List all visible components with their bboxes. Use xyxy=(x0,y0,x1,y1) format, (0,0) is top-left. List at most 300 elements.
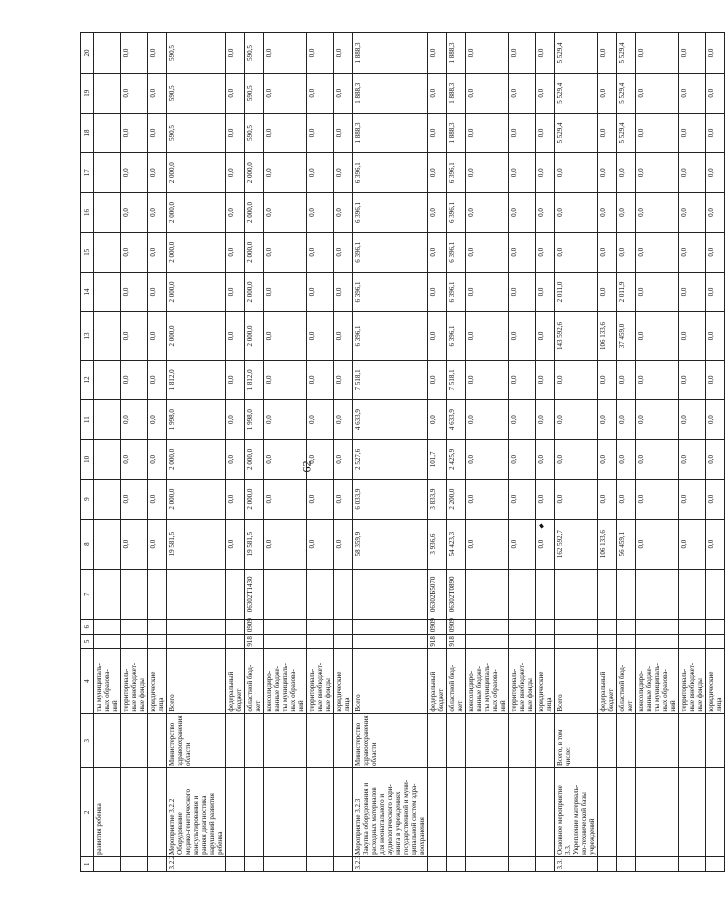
text-cell xyxy=(121,714,148,768)
value-cell: 0,0 xyxy=(334,272,353,312)
value-cell: 0,0 xyxy=(148,272,167,312)
value-cell: 0,0 xyxy=(466,400,509,440)
value-cell: 0,0 xyxy=(598,33,617,74)
value-cell: 0,0 xyxy=(598,400,617,440)
value-cell xyxy=(94,73,121,113)
value-cell: 6 396,1 xyxy=(447,232,466,272)
value-cell: 0,0 xyxy=(121,153,148,193)
value-cell: 0,0 xyxy=(428,153,447,193)
value-cell: 1 888,3 xyxy=(353,113,428,153)
value-cell: 6 396,1 xyxy=(353,193,428,233)
value-cell xyxy=(598,619,617,634)
value-cell: 0909 xyxy=(428,619,447,634)
value-cell: 2 000,0 xyxy=(167,153,226,193)
value-cell: 0,0 xyxy=(264,440,307,480)
value-cell xyxy=(148,619,167,634)
text-cell xyxy=(264,857,307,872)
value-cell xyxy=(555,569,598,619)
value-cell: 0,0 xyxy=(679,73,706,113)
value-cell: 0,0 xyxy=(307,312,334,360)
value-cell xyxy=(706,619,725,634)
value-cell: 6 396,1 xyxy=(353,232,428,272)
value-cell: 0,0 xyxy=(307,440,334,480)
value-cell: 0,0 xyxy=(706,479,725,519)
value-cell: 0,0 xyxy=(617,193,636,233)
header-cell: 6 xyxy=(81,619,94,634)
value-cell: 2 000,0 xyxy=(167,232,226,272)
value-cell: 0,0 xyxy=(466,153,509,193)
value-cell: 0,0 xyxy=(226,400,245,440)
value-cell: 0909 xyxy=(447,619,466,634)
value-cell: 0,0 xyxy=(706,113,725,153)
text-cell xyxy=(706,714,725,768)
value-cell: 6 396,1 xyxy=(353,312,428,360)
value-cell: 2 000,0 xyxy=(245,193,264,233)
value-cell: 37 459,0 xyxy=(617,312,636,360)
value-cell xyxy=(334,634,353,649)
text-cell: Всего, в том числе: xyxy=(555,714,598,768)
value-cell xyxy=(94,634,121,649)
value-cell: 0,0 xyxy=(536,440,555,480)
value-cell: 0,0 xyxy=(226,113,245,153)
text-cell xyxy=(264,714,307,768)
value-cell: 0,0 xyxy=(509,113,536,153)
value-cell: 0,0 xyxy=(307,519,334,569)
value-cell: 162 592,7 xyxy=(555,519,598,569)
value-cell: 0,0 xyxy=(148,153,167,193)
value-cell: 0,0 xyxy=(555,153,598,193)
value-cell xyxy=(536,569,555,619)
value-cell: 0,0 xyxy=(617,360,636,400)
table-row xyxy=(226,33,245,872)
value-cell: 0,0 xyxy=(636,272,679,312)
text-cell xyxy=(148,857,167,872)
value-cell: 0,0 xyxy=(264,312,307,360)
text-cell xyxy=(636,714,679,768)
value-cell: 0,0 xyxy=(679,479,706,519)
text-cell xyxy=(466,857,509,872)
value-cell: 0,0 xyxy=(121,312,148,360)
value-cell: 0,0 xyxy=(598,73,617,113)
header-cell: 10 xyxy=(81,440,94,480)
value-cell: 0,0 xyxy=(264,400,307,440)
table-row xyxy=(245,33,264,872)
value-cell: 6 396,1 xyxy=(447,312,466,360)
value-cell: 1 812,0 xyxy=(167,360,226,400)
value-cell: 0,0 xyxy=(334,312,353,360)
value-cell xyxy=(679,569,706,619)
value-cell xyxy=(148,569,167,619)
value-cell: 0,0 xyxy=(598,193,617,233)
value-cell: 0,0 xyxy=(679,312,706,360)
value-cell: 0,0 xyxy=(226,519,245,569)
text-cell xyxy=(679,857,706,872)
text-cell xyxy=(94,714,121,768)
value-cell xyxy=(555,634,598,649)
value-cell: 0,0 xyxy=(148,479,167,519)
table-row xyxy=(94,33,121,872)
value-cell: 0,0 xyxy=(121,519,148,569)
header-cell: 2 xyxy=(81,768,94,857)
value-cell: 0,0 xyxy=(121,360,148,400)
value-cell: 0,0 xyxy=(148,400,167,440)
value-cell: 0,0 xyxy=(509,479,536,519)
text-cell xyxy=(536,857,555,872)
text-cell: консолидиро- ванные бюдже- ты муниципаль- ных образова- ний xyxy=(636,649,679,714)
text-cell xyxy=(536,714,555,768)
table-row xyxy=(264,33,307,872)
value-cell: 918 xyxy=(245,634,264,649)
value-cell: 06302Т1430 xyxy=(245,569,264,619)
text-cell: развития ребенка xyxy=(94,768,121,857)
text-cell: территориаль- ные внебюджет- ные фонды xyxy=(121,649,148,714)
value-cell: 0,0 xyxy=(148,73,167,113)
table-row xyxy=(509,33,536,872)
value-cell: 1 888,3 xyxy=(447,73,466,113)
value-cell: 590,5 xyxy=(167,73,226,113)
value-cell: 0,0 xyxy=(264,272,307,312)
value-cell: 0,0 xyxy=(555,193,598,233)
value-cell: 0,0 xyxy=(509,232,536,272)
value-cell: 0,0 xyxy=(706,400,725,440)
value-cell xyxy=(94,619,121,634)
value-cell xyxy=(121,634,148,649)
value-cell xyxy=(509,619,536,634)
text-cell xyxy=(245,857,264,872)
value-cell: 0,0 xyxy=(307,400,334,440)
value-cell: 0,0 xyxy=(307,73,334,113)
text-cell xyxy=(706,857,725,872)
header-cell: 12 xyxy=(81,360,94,400)
header-cell: 7 xyxy=(81,569,94,619)
value-cell: 0,0 xyxy=(334,519,353,569)
value-cell: 0,0 xyxy=(334,479,353,519)
value-cell: 5 529,4 xyxy=(617,33,636,74)
value-cell: 0,0 xyxy=(679,33,706,74)
value-cell xyxy=(334,619,353,634)
text-cell: 3.2.3. xyxy=(353,857,428,872)
value-cell: 2 000,0 xyxy=(167,479,226,519)
value-cell: 0,0 xyxy=(679,519,706,569)
value-cell xyxy=(264,569,307,619)
value-cell: 0,0 xyxy=(536,193,555,233)
value-cell: 1 888,3 xyxy=(353,73,428,113)
value-cell: 0,0 xyxy=(264,113,307,153)
text-cell: Мероприятие 3.2.2 Оборудование медико-генетического консультирования и ранняя диагностика нарушений развития ребенка xyxy=(167,768,226,857)
value-cell: 0,0 xyxy=(509,73,536,113)
value-cell: 106 133,6 xyxy=(598,519,617,569)
table-row xyxy=(679,33,706,872)
value-cell: 0,0 xyxy=(706,440,725,480)
text-cell xyxy=(121,857,148,872)
text-cell xyxy=(466,714,509,768)
text-cell: федеральный бюджет xyxy=(598,649,617,714)
value-cell: 0,0 xyxy=(121,73,148,113)
value-cell: 0,0 xyxy=(598,272,617,312)
value-cell: 0,0 xyxy=(334,193,353,233)
header-cell: 1 xyxy=(81,857,94,872)
text-cell xyxy=(94,857,121,872)
text-cell: Основное мероприятие 3.3. Укрепление материаль- но-технической базы учреждений xyxy=(555,768,598,857)
value-cell: 0,0 xyxy=(148,360,167,400)
value-cell: 0,0 xyxy=(636,153,679,193)
table-row xyxy=(636,33,679,872)
header-cell: 3 xyxy=(81,714,94,768)
header-cell: 18 xyxy=(81,113,94,153)
value-cell: 0,0 xyxy=(428,33,447,74)
text-cell xyxy=(245,714,264,768)
value-cell: 0,0 xyxy=(536,519,555,569)
value-cell: 6 396,1 xyxy=(447,272,466,312)
text-cell: территориаль- ные внебюджет- ные фонды xyxy=(509,649,536,714)
text-cell xyxy=(636,857,679,872)
value-cell: 06302Т0890 xyxy=(447,569,466,619)
value-cell: 2 000,0 xyxy=(167,440,226,480)
value-cell: 0,0 xyxy=(706,153,725,193)
value-cell xyxy=(679,634,706,649)
value-cell: 0,0 xyxy=(679,193,706,233)
budget-table xyxy=(80,32,725,872)
value-cell: 0,0 xyxy=(706,33,725,74)
value-cell: 0,0 xyxy=(617,479,636,519)
value-cell: 06302Б5070 xyxy=(428,569,447,619)
value-cell: 0,0 xyxy=(555,440,598,480)
value-cell: 0,0 xyxy=(706,73,725,113)
value-cell xyxy=(636,619,679,634)
value-cell: 0,0 xyxy=(706,193,725,233)
value-cell xyxy=(94,479,121,519)
value-cell: 0,0 xyxy=(509,312,536,360)
value-cell: 0,0 xyxy=(226,232,245,272)
value-cell: 0,0 xyxy=(555,479,598,519)
value-cell: 0,0 xyxy=(226,440,245,480)
value-cell: 1 998,0 xyxy=(245,400,264,440)
value-cell xyxy=(509,634,536,649)
value-cell: 0,0 xyxy=(466,193,509,233)
value-cell: 0,0 xyxy=(636,33,679,74)
value-cell: 0,0 xyxy=(428,272,447,312)
value-cell: 0,0 xyxy=(226,153,245,193)
value-cell: 5 529,4 xyxy=(555,33,598,74)
value-cell: 0,0 xyxy=(226,479,245,519)
value-cell: 0,0 xyxy=(428,232,447,272)
value-cell: 0,0 xyxy=(226,73,245,113)
value-cell xyxy=(167,569,226,619)
value-cell: 0,0 xyxy=(307,153,334,193)
value-cell: 0,0 xyxy=(148,519,167,569)
text-cell: Всего xyxy=(353,649,428,714)
text-cell xyxy=(617,714,636,768)
value-cell: 19 581,5 xyxy=(245,519,264,569)
value-cell: 0,0 xyxy=(121,113,148,153)
value-cell: 5 529,4 xyxy=(555,113,598,153)
text-cell: юридические лица xyxy=(148,649,167,714)
value-cell: 0,0 xyxy=(121,232,148,272)
value-cell: 2 000,0 xyxy=(245,153,264,193)
value-cell: 0,0 xyxy=(428,73,447,113)
value-cell: 4 633,9 xyxy=(447,400,466,440)
value-cell: 0,0 xyxy=(617,153,636,193)
value-cell: 0,0 xyxy=(636,193,679,233)
text-cell xyxy=(598,857,617,872)
value-cell: 0,0 xyxy=(226,193,245,233)
value-cell: 3 833,9 xyxy=(428,479,447,519)
text-cell: юридические лица xyxy=(334,649,353,714)
value-cell: 0,0 xyxy=(334,153,353,193)
value-cell: 0,0 xyxy=(264,360,307,400)
value-cell: 2 000,0 xyxy=(245,479,264,519)
value-cell: 0,0 xyxy=(466,479,509,519)
value-cell: 6 396,1 xyxy=(447,193,466,233)
value-cell xyxy=(536,619,555,634)
value-cell: 2 011,0 xyxy=(555,272,598,312)
text-cell xyxy=(148,714,167,768)
value-cell: 0,0 xyxy=(121,400,148,440)
text-cell xyxy=(447,714,466,768)
value-cell: 0,0 xyxy=(264,479,307,519)
text-cell xyxy=(428,768,447,857)
header-cell: 5 xyxy=(81,634,94,649)
text-cell xyxy=(307,768,334,857)
value-cell: 0,0 xyxy=(334,440,353,480)
value-cell: 0,0 xyxy=(148,440,167,480)
value-cell: 7 518,1 xyxy=(353,360,428,400)
value-cell xyxy=(94,272,121,312)
value-cell xyxy=(307,634,334,649)
value-cell: 0,0 xyxy=(307,479,334,519)
value-cell: 0,0 xyxy=(509,153,536,193)
text-cell xyxy=(509,768,536,857)
value-cell: 2 200,0 xyxy=(447,479,466,519)
value-cell xyxy=(353,569,428,619)
value-cell: 0,0 xyxy=(636,312,679,360)
text-cell: 3.3. xyxy=(555,857,598,872)
value-cell xyxy=(148,634,167,649)
text-cell xyxy=(706,768,725,857)
header-cell: 19 xyxy=(81,73,94,113)
value-cell: 4 633,9 xyxy=(353,400,428,440)
text-cell xyxy=(334,714,353,768)
value-cell: 0909 xyxy=(245,619,264,634)
value-cell xyxy=(617,634,636,649)
value-cell: 0,0 xyxy=(679,400,706,440)
value-cell: 0,0 xyxy=(636,73,679,113)
text-cell xyxy=(509,714,536,768)
value-cell xyxy=(94,400,121,440)
value-cell: 0,0 xyxy=(226,312,245,360)
value-cell: 0,0 xyxy=(679,113,706,153)
value-cell: 0,0 xyxy=(334,400,353,440)
value-cell: 0,0 xyxy=(334,360,353,400)
value-cell xyxy=(94,519,121,569)
table-row xyxy=(353,33,428,872)
value-cell: 56 459,1 xyxy=(617,519,636,569)
value-cell: 0,0 xyxy=(555,400,598,440)
value-cell xyxy=(706,569,725,619)
value-cell: 0,0 xyxy=(536,400,555,440)
value-cell xyxy=(466,569,509,619)
value-cell: 54 423,3 xyxy=(447,519,466,569)
value-cell: 0,0 xyxy=(679,272,706,312)
value-cell: 58 359,9 xyxy=(353,519,428,569)
table-row xyxy=(555,33,598,872)
value-cell: 0,0 xyxy=(636,360,679,400)
value-cell xyxy=(94,113,121,153)
value-cell: 0,0 xyxy=(636,113,679,153)
value-cell: 0,0 xyxy=(334,232,353,272)
value-cell: 143 592,6 xyxy=(555,312,598,360)
header-cell: 20 xyxy=(81,33,94,74)
table-row xyxy=(148,33,167,872)
header-cell: 9 xyxy=(81,479,94,519)
value-cell: 0,0 xyxy=(536,33,555,74)
value-cell: 0,0 xyxy=(466,73,509,113)
text-cell xyxy=(245,768,264,857)
value-cell: 2 000,0 xyxy=(167,272,226,312)
value-cell xyxy=(121,569,148,619)
value-cell: 2 011,9 xyxy=(617,272,636,312)
value-cell xyxy=(636,634,679,649)
value-cell: 918 xyxy=(428,634,447,649)
value-cell: 0,0 xyxy=(466,33,509,74)
table-row xyxy=(447,33,466,872)
value-cell: 1 812,0 xyxy=(245,360,264,400)
value-cell: 0,0 xyxy=(598,360,617,400)
value-cell: 0,0 xyxy=(466,272,509,312)
text-cell xyxy=(598,714,617,768)
value-cell xyxy=(307,619,334,634)
value-cell xyxy=(264,634,307,649)
value-cell: 1 888,3 xyxy=(353,33,428,74)
text-cell xyxy=(636,768,679,857)
text-cell xyxy=(148,768,167,857)
value-cell xyxy=(94,360,121,400)
value-cell: 0,0 xyxy=(148,312,167,360)
text-cell xyxy=(617,857,636,872)
value-cell: 2 425,9 xyxy=(447,440,466,480)
value-cell: 0,0 xyxy=(148,113,167,153)
value-cell: 0,0 xyxy=(706,232,725,272)
value-cell: 0,0 xyxy=(636,232,679,272)
value-cell xyxy=(334,569,353,619)
text-cell: юридические лица xyxy=(536,649,555,714)
value-cell: 0,0 xyxy=(509,272,536,312)
text-cell xyxy=(334,768,353,857)
value-cell: 0,0 xyxy=(121,479,148,519)
value-cell: 0,0 xyxy=(264,519,307,569)
value-cell xyxy=(94,440,121,480)
value-cell: 0,0 xyxy=(121,33,148,74)
value-cell: 0,0 xyxy=(148,193,167,233)
text-cell xyxy=(598,768,617,857)
header-cell: 8 xyxy=(81,519,94,569)
text-cell xyxy=(307,857,334,872)
value-cell xyxy=(226,634,245,649)
value-cell: 590,5 xyxy=(167,113,226,153)
text-cell xyxy=(536,768,555,857)
text-cell xyxy=(428,714,447,768)
value-cell xyxy=(264,619,307,634)
value-cell xyxy=(466,634,509,649)
value-cell: 0,0 xyxy=(428,193,447,233)
page-number: 62 xyxy=(299,460,314,473)
value-cell: 0,0 xyxy=(334,113,353,153)
value-cell: 2 000,0 xyxy=(245,272,264,312)
table-row xyxy=(167,33,226,872)
value-cell: 0,0 xyxy=(536,113,555,153)
value-cell: 0,0 xyxy=(509,193,536,233)
value-cell: 0,0 xyxy=(617,440,636,480)
